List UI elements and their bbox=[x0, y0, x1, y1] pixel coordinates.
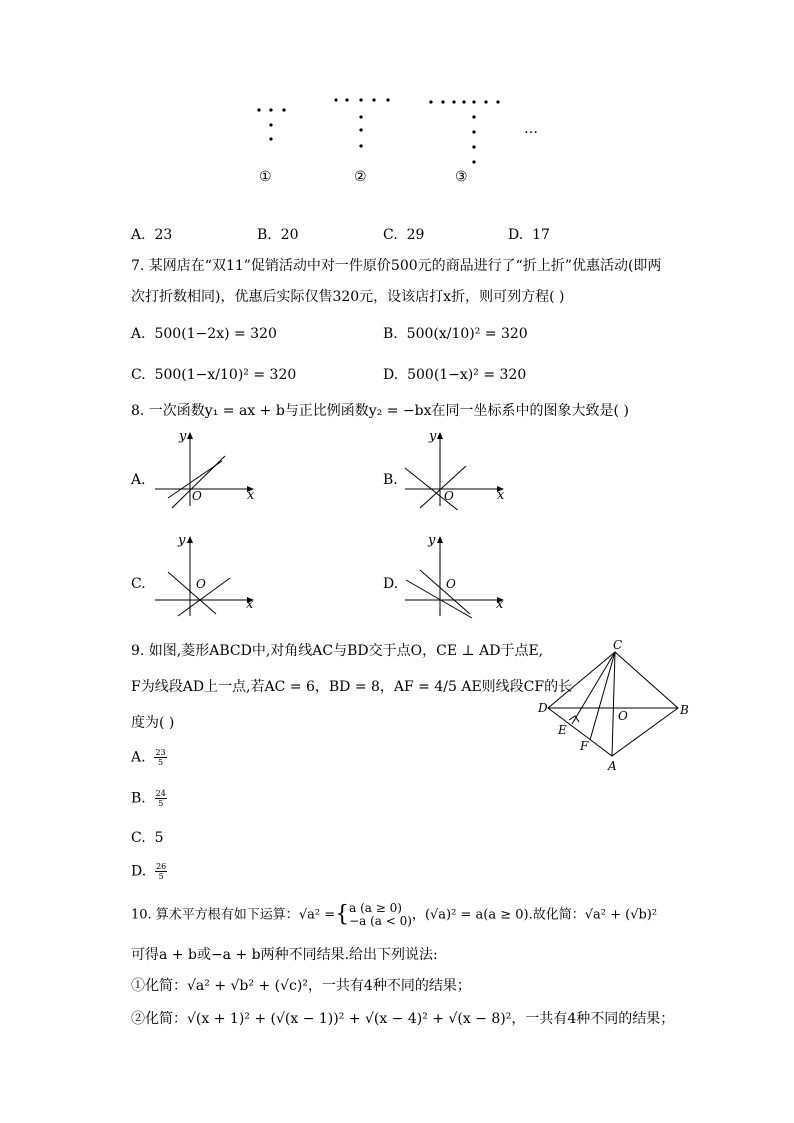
q9-stem-line1: 9. 如图,菱形ABCD中,对角线AC与BD交于点O，CE ⊥ AD于点E, bbox=[131, 643, 544, 659]
q8-graph-a[interactable] bbox=[150, 426, 265, 510]
pattern-label-1: ① bbox=[259, 169, 272, 185]
axis-y-label: y bbox=[429, 429, 437, 444]
option-letter: D. bbox=[383, 367, 399, 383]
q10-intro: 10. 算术平方根有如下运算： bbox=[131, 907, 299, 923]
graph-line-2 bbox=[420, 466, 466, 508]
q8-option-c-letter[interactable]: C. bbox=[131, 576, 146, 592]
label-o: O bbox=[618, 709, 628, 723]
q10-mid: ，(√a)² = a(a ≥ 0).故化简： bbox=[411, 907, 585, 923]
q7-stem-line1: 7. 某网店在“双11”促销活动中对一件原价500元的商品进行了“折上折”优惠活动(即两 bbox=[131, 258, 662, 274]
axis-x-label: x bbox=[247, 488, 255, 503]
q8-graph-d[interactable] bbox=[400, 530, 515, 620]
pattern-label-2: ② bbox=[354, 169, 367, 185]
dot-pattern-figure bbox=[240, 90, 560, 190]
q10-stem-line1 bbox=[131, 902, 657, 928]
option-text: 500(x/10)² = 320 bbox=[406, 326, 528, 342]
sqrt-a-squared: √a² = bbox=[298, 907, 336, 923]
q8-option-b-letter[interactable]: B. bbox=[383, 472, 398, 488]
option-letter: D. bbox=[131, 863, 147, 880]
pattern-ellipsis: … bbox=[524, 121, 538, 137]
pattern-label-3: ③ bbox=[455, 169, 468, 185]
label-c: C bbox=[613, 640, 623, 652]
origin-label: O bbox=[196, 577, 206, 591]
y-arrow bbox=[187, 536, 193, 543]
option-letter: C. bbox=[131, 367, 146, 383]
sqrt-expression: √a² + (√b)² bbox=[584, 907, 658, 923]
y-arrow bbox=[187, 432, 193, 439]
option-letter: C. bbox=[383, 227, 398, 243]
q8-stem: 8. 一次函数y₁ = ax + b与正比例函数y₂ = −bx在同一坐标系中的图象大致是( ) bbox=[131, 403, 629, 419]
q6-option-c[interactable] bbox=[383, 226, 424, 244]
option-letter: D. bbox=[508, 227, 524, 243]
option-letter: A. bbox=[131, 326, 146, 342]
diagonal-ac bbox=[612, 652, 615, 756]
q8-option-a-letter[interactable]: A. bbox=[131, 472, 146, 488]
option-text: 500(1−x/10)² = 320 bbox=[154, 367, 297, 383]
axis-x-label: x bbox=[497, 488, 505, 503]
option-letter: A. bbox=[131, 749, 146, 766]
label-b: B bbox=[680, 703, 689, 717]
fraction: $\frac{26}{5}$ bbox=[156, 862, 167, 881]
origin-label: O bbox=[446, 577, 456, 591]
y-arrow bbox=[437, 536, 443, 543]
option-letter: B. bbox=[131, 790, 146, 807]
q9-option-d[interactable] bbox=[131, 862, 167, 881]
fraction: $\frac{23}{5}$ bbox=[155, 748, 166, 767]
option-text: 20 bbox=[280, 227, 299, 243]
axis-y-label: y bbox=[179, 429, 187, 444]
q6-option-a[interactable] bbox=[131, 226, 172, 244]
option-text: 500(1−2x) = 320 bbox=[154, 326, 277, 342]
brace: { bbox=[335, 902, 350, 927]
q8-option-d-letter[interactable]: D. bbox=[383, 576, 399, 592]
q9-option-a[interactable] bbox=[131, 748, 167, 767]
y-arrow bbox=[437, 432, 443, 439]
q8-graph-b[interactable] bbox=[400, 426, 515, 510]
label-a: A bbox=[608, 759, 617, 773]
option-text: 5 bbox=[154, 830, 164, 846]
q7-option-c[interactable] bbox=[131, 366, 296, 384]
option-letter: A. bbox=[131, 227, 146, 243]
q7-option-b[interactable] bbox=[383, 325, 528, 343]
option-text: 23 bbox=[154, 227, 173, 243]
label-d: D bbox=[538, 701, 548, 715]
option-text: 29 bbox=[406, 227, 425, 243]
origin-label: O bbox=[192, 489, 202, 503]
q10-item1: ①化简：√a² + √b² + (√c)²，一共有4种不同的结果； bbox=[131, 978, 471, 994]
segment-cf bbox=[590, 652, 615, 740]
q9-option-b[interactable] bbox=[131, 789, 167, 808]
q9-stem-line2: F为线段AD上一点,若AC = 6，BD = 8，AF = 4/5 AE则线段CF的长 bbox=[131, 679, 573, 695]
label-f: F bbox=[580, 739, 589, 753]
option-letter: B. bbox=[383, 326, 398, 342]
label-e: E bbox=[558, 723, 567, 737]
q9-stem-line3: 度为( ) bbox=[131, 715, 175, 731]
rhombus-figure bbox=[530, 640, 700, 775]
option-letter: C. bbox=[131, 830, 146, 846]
axis-y-label: y bbox=[178, 533, 186, 548]
fraction: $\frac{24}{5}$ bbox=[155, 789, 166, 808]
q6-option-b[interactable] bbox=[257, 226, 298, 244]
axis-x-label: x bbox=[496, 597, 504, 612]
q7-stem-line2: 次打折数相同)，优惠后实际仅售320元，设该店打x折，则可列方程( ) bbox=[131, 289, 565, 305]
q7-option-a[interactable] bbox=[131, 325, 277, 343]
option-letter: B. bbox=[257, 227, 272, 243]
axis-y-label: y bbox=[428, 533, 436, 548]
q10-stem-line2: 可得a + b或−a + b两种不同结果.给出下列说法: bbox=[131, 947, 438, 963]
origin-label: O bbox=[444, 489, 454, 503]
piecewise-cases: a (a ≥ 0) −a (a < 0) bbox=[349, 901, 412, 928]
q6-option-d[interactable] bbox=[508, 226, 550, 244]
option-text: 17 bbox=[532, 227, 550, 243]
axis-x-label: x bbox=[246, 597, 254, 612]
graph-line-1 bbox=[406, 580, 472, 618]
q10-item2: ②化简：√(x + 1)² + (√(x − 1))² + √(x − 4)² + √(x − 8)²，一共有4种不同的结果； bbox=[131, 1011, 675, 1027]
segment-ce bbox=[572, 652, 615, 724]
q8-graph-c[interactable] bbox=[150, 530, 265, 620]
option-text: 500(1−x)² = 320 bbox=[407, 367, 527, 383]
q9-option-c[interactable] bbox=[131, 829, 164, 847]
q7-option-d[interactable] bbox=[383, 366, 526, 384]
